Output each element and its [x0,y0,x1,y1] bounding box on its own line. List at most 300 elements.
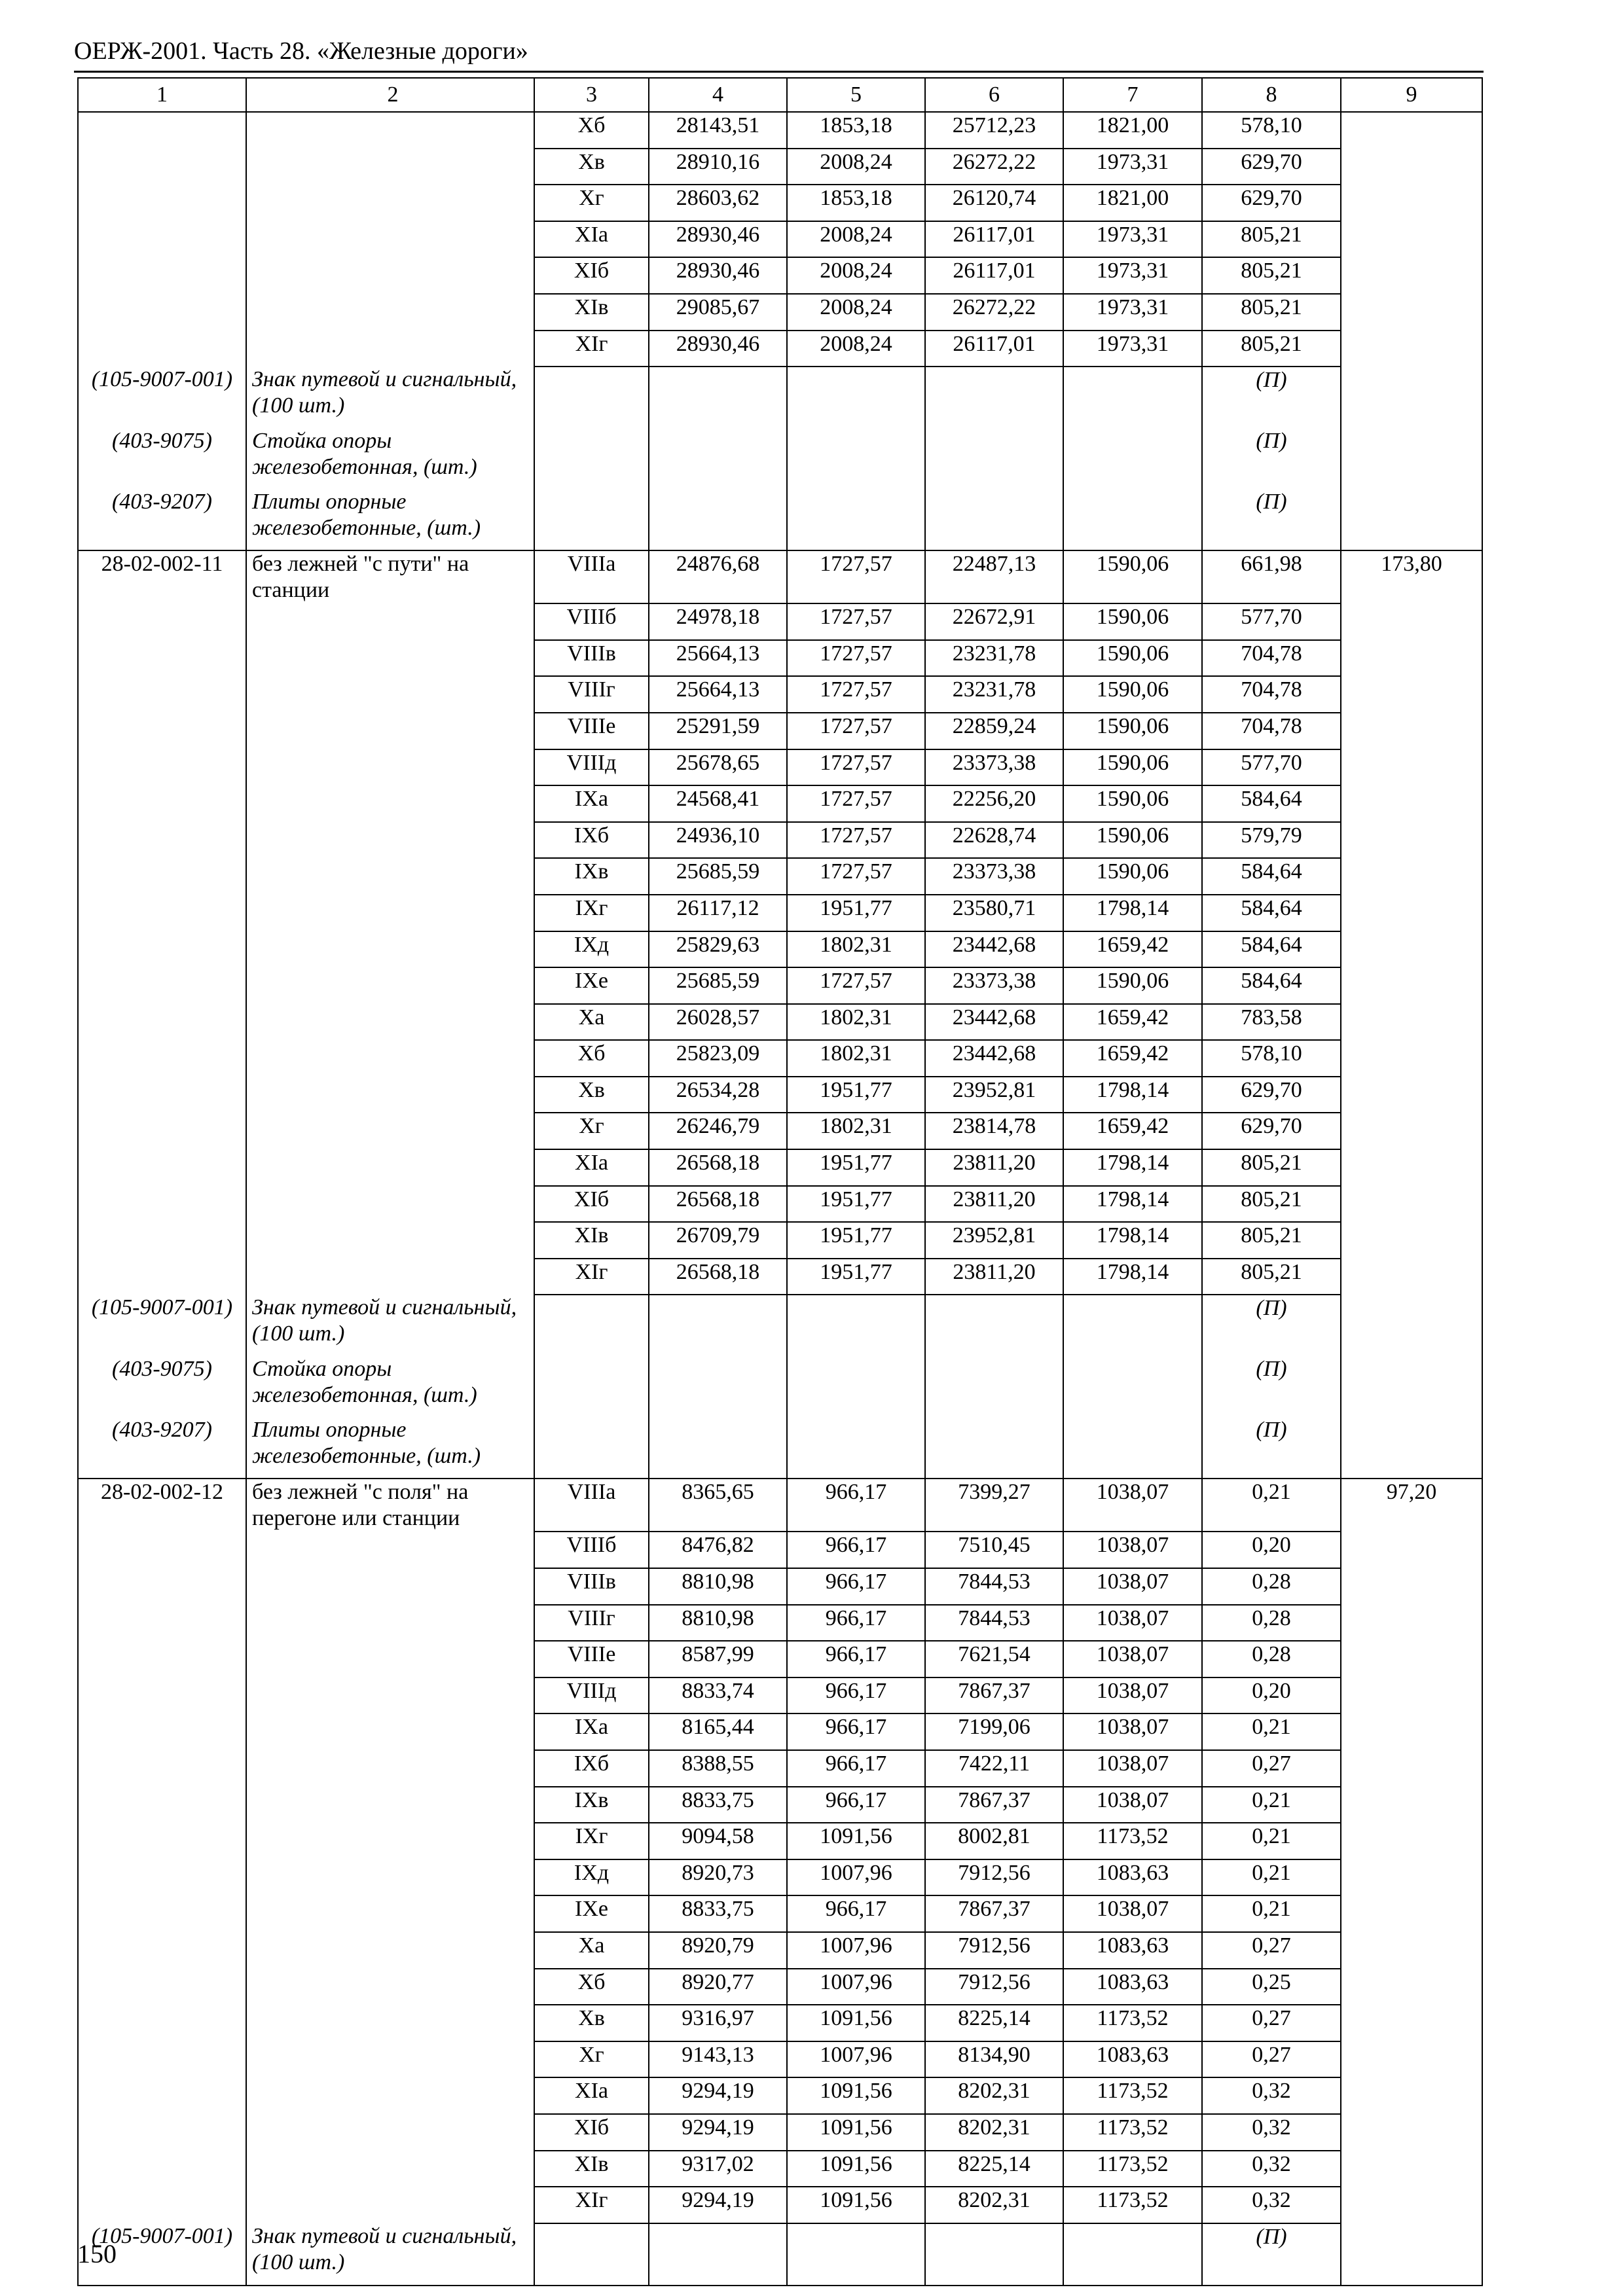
class-cell: XIа [534,221,649,258]
value-cell: 966,17 [787,1641,925,1677]
resource-name: Плиты опорные железобетонные, (шт.) [246,489,534,550]
value-cell: 966,17 [787,1750,925,1787]
value-cell: 1590,06 [1063,550,1202,603]
rate-description [246,2005,534,2041]
resource-note-row [78,489,1482,550]
rate-description [246,1113,534,1149]
value-cell: 1821,00 [1063,185,1202,221]
value-cell: 577,70 [1202,749,1341,786]
table-row [78,676,1482,713]
value-cell: 0,32 [1202,2077,1341,2114]
value-cell: 26568,18 [649,1259,787,1295]
value-cell: 0,32 [1202,2114,1341,2151]
value-cell: 26534,28 [649,1077,787,1113]
value-cell: 23580,71 [925,895,1063,931]
class-cell: IXа [534,785,649,822]
value-cell: 28930,46 [649,331,787,367]
value-cell: 1853,18 [787,185,925,221]
resource-mark: (П) [1202,428,1341,489]
value-cell: 2008,24 [787,331,925,367]
col9-value [1341,1149,1482,1186]
class-cell: IXе [534,967,649,1004]
table-row [78,2114,1482,2151]
rate-code [78,2041,246,2078]
rate-description [246,2151,534,2187]
value-cell: 1798,14 [1063,1077,1202,1113]
col9-value [1341,1222,1482,1259]
value-cell: 0,28 [1202,1641,1341,1677]
table-row [78,749,1482,786]
rate-code [78,640,246,677]
value-cell: 26709,79 [649,1222,787,1259]
table-row [78,1641,1482,1677]
table-row [78,1605,1482,1641]
class-cell: XIа [534,1149,649,1186]
class-cell: VIIIб [534,1532,649,1568]
rate-description [246,1713,534,1750]
col9-value [1341,1859,1482,1896]
value-cell: 1798,14 [1063,1259,1202,1295]
col9-value [1341,2005,1482,2041]
rate-code [78,2187,246,2223]
table-row [78,1932,1482,1969]
value-cell: 704,78 [1202,713,1341,749]
empty-cell [787,367,925,428]
resource-mark: (П) [1202,1295,1341,1356]
value-cell: 22256,20 [925,785,1063,822]
value-cell: 0,28 [1202,1605,1341,1641]
rate-code [78,1895,246,1932]
value-cell: 1590,06 [1063,713,1202,749]
rate-code [78,2077,246,2114]
value-cell: 805,21 [1202,1222,1341,1259]
value-cell: 1038,07 [1063,1677,1202,1714]
value-cell: 23231,78 [925,640,1063,677]
rate-description [246,1787,534,1823]
value-cell: 23373,38 [925,749,1063,786]
value-cell: 25291,59 [649,713,787,749]
value-cell: 0,21 [1202,1895,1341,1932]
table-row [78,931,1482,968]
empty-cell [787,1417,925,1479]
class-cell: VIIIг [534,676,649,713]
value-cell: 0,20 [1202,1677,1341,1714]
value-cell: 26028,57 [649,1004,787,1041]
value-cell: 8388,55 [649,1750,787,1787]
value-cell: 1798,14 [1063,1149,1202,1186]
rate-description [246,1077,534,1113]
col9-value [1341,2114,1482,2151]
table-row [78,1077,1482,1113]
class-cell: Ха [534,1004,649,1041]
table-row [78,1568,1482,1605]
col9-value [1341,1186,1482,1223]
col9-value [1341,221,1482,258]
col9-value [1341,1077,1482,1113]
rate-code: 28-02-002-12 [78,1479,246,1532]
value-cell: 9294,19 [649,2114,787,2151]
value-cell: 1590,06 [1063,749,1202,786]
class-cell: VIIIе [534,713,649,749]
rate-description [246,749,534,786]
resource-mark: (П) [1202,367,1341,428]
value-cell: 966,17 [787,1479,925,1532]
rate-description: без лежней "с поля" на перегоне или станции [246,1479,534,1532]
value-cell: 7844,53 [925,1605,1063,1641]
value-cell: 9316,97 [649,2005,787,2041]
class-cell: IXе [534,1895,649,1932]
rate-code [78,1859,246,1896]
resource-name: Знак путевой и сигнальный, (100 шт.) [246,2223,534,2286]
column-number: 1 [78,78,246,112]
col9-value [1341,1641,1482,1677]
class-cell: Ха [534,1932,649,1969]
col9-value [1341,1568,1482,1605]
class-cell: Хг [534,1113,649,1149]
class-cell: XIб [534,2114,649,2151]
empty-cell [925,489,1063,550]
table-row [78,603,1482,640]
value-cell: 1659,42 [1063,1040,1202,1077]
empty-cell [1063,1356,1202,1417]
value-cell: 28603,62 [649,185,787,221]
col9-value [1341,1259,1482,1295]
value-cell: 8476,82 [649,1532,787,1568]
col9-value [1341,1750,1482,1787]
col9-value [1341,2187,1482,2223]
value-cell: 0,28 [1202,1568,1341,1605]
rate-code [78,1568,246,1605]
col9-value [1341,895,1482,931]
value-cell: 22672,91 [925,603,1063,640]
col9-value: 97,20 [1341,1479,1482,1532]
rate-code [78,1713,246,1750]
col9-value [1341,1787,1482,1823]
value-cell: 1038,07 [1063,1641,1202,1677]
rate-description [246,294,534,331]
value-cell: 0,21 [1202,1713,1341,1750]
rate-code [78,185,246,221]
table-row [78,1750,1482,1787]
value-cell: 577,70 [1202,603,1341,640]
col9-value [1341,112,1482,149]
value-cell: 25829,63 [649,931,787,968]
value-cell: 584,64 [1202,967,1341,1004]
table-row [78,1004,1482,1041]
rate-code [78,149,246,185]
rate-code [78,331,246,367]
col9-value [1341,149,1482,185]
rate-description [246,713,534,749]
rate-description [246,2187,534,2223]
rate-code [78,1677,246,1714]
value-cell: 0,27 [1202,2041,1341,2078]
value-cell: 26117,01 [925,331,1063,367]
class-cell: Хв [534,1077,649,1113]
col9-value [1341,749,1482,786]
value-cell: 1038,07 [1063,1895,1202,1932]
value-cell: 1727,57 [787,785,925,822]
class-cell: IXа [534,1713,649,1750]
class-cell: Хв [534,2005,649,2041]
value-cell: 1091,56 [787,2077,925,2114]
value-cell: 1802,31 [787,1004,925,1041]
value-cell: 26272,22 [925,149,1063,185]
table-row [78,822,1482,859]
value-cell: 7510,45 [925,1532,1063,1568]
rate-code [78,1532,246,1568]
value-cell: 0,21 [1202,1823,1341,1859]
col9-value [1341,2151,1482,2187]
empty-cell [1063,1417,1202,1479]
resource-note-row [78,428,1482,489]
value-cell: 966,17 [787,1713,925,1750]
resource-note-row [78,1295,1482,1356]
value-cell: 24936,10 [649,822,787,859]
class-cell: IXв [534,1787,649,1823]
empty-cell [925,367,1063,428]
value-cell: 1091,56 [787,1823,925,1859]
value-cell: 8002,81 [925,1823,1063,1859]
value-cell: 8225,14 [925,2151,1063,2187]
value-cell: 1798,14 [1063,1222,1202,1259]
rate-code [78,967,246,1004]
rate-code [78,749,246,786]
value-cell: 23442,68 [925,1040,1063,1077]
empty-cell [1341,489,1482,550]
rate-description [246,1259,534,1295]
value-cell: 1038,07 [1063,1750,1202,1787]
col9-value [1341,1969,1482,2005]
rate-description [246,785,534,822]
value-cell: 8833,75 [649,1787,787,1823]
value-cell: 1727,57 [787,967,925,1004]
rate-description [246,822,534,859]
empty-cell [649,1356,787,1417]
value-cell: 1038,07 [1063,1713,1202,1750]
value-cell: 1007,96 [787,1859,925,1896]
value-cell: 9317,02 [649,2151,787,2187]
col9-value [1341,858,1482,895]
rate-code [78,1186,246,1223]
resource-mark: (П) [1202,1356,1341,1417]
value-cell: 1727,57 [787,550,925,603]
value-cell: 1590,06 [1063,603,1202,640]
table-row [78,640,1482,677]
value-cell: 1951,77 [787,895,925,931]
value-cell: 7422,11 [925,1750,1063,1787]
resource-name: Знак путевой и сигнальный, (100 шт.) [246,1295,534,1356]
value-cell: 966,17 [787,1532,925,1568]
table-row [78,1787,1482,1823]
table-row [78,1713,1482,1750]
class-cell: XIг [534,1259,649,1295]
value-cell: 29085,67 [649,294,787,331]
page-header: ОЕРЖ-2001. Часть 28. «Железные дороги» [74,37,528,65]
value-cell: 1083,63 [1063,1932,1202,1969]
value-cell: 23442,68 [925,1004,1063,1041]
empty-cell [1341,1295,1482,1356]
value-cell: 8202,31 [925,2187,1063,2223]
value-cell: 0,21 [1202,1859,1341,1896]
value-cell: 1798,14 [1063,1186,1202,1223]
rate-description [246,112,534,149]
value-cell: 9294,19 [649,2077,787,2114]
class-cell: Хг [534,2041,649,2078]
value-cell: 783,58 [1202,1004,1341,1041]
resource-code: (403-9075) [78,428,246,489]
page-number: 150 [77,2239,117,2269]
value-cell: 584,64 [1202,858,1341,895]
value-cell: 1590,06 [1063,785,1202,822]
empty-cell [1063,489,1202,550]
value-cell: 1091,56 [787,2151,925,2187]
rate-description [246,1040,534,1077]
column-number-row [78,78,1482,112]
value-cell: 584,64 [1202,931,1341,968]
class-cell: IXб [534,822,649,859]
value-cell: 23373,38 [925,858,1063,895]
value-cell: 8920,73 [649,1859,787,1896]
table-row [78,785,1482,822]
value-cell: 8225,14 [925,2005,1063,2041]
value-cell: 8920,77 [649,1969,787,2005]
value-cell: 8833,75 [649,1895,787,1932]
value-cell: 0,21 [1202,1479,1341,1532]
rate-code [78,221,246,258]
value-cell: 22628,74 [925,822,1063,859]
empty-cell [534,1295,649,1356]
value-cell: 1951,77 [787,1259,925,1295]
value-cell: 805,21 [1202,1149,1341,1186]
value-cell: 629,70 [1202,1113,1341,1149]
value-cell: 1853,18 [787,112,925,149]
col9-value [1341,785,1482,822]
value-cell: 578,10 [1202,1040,1341,1077]
value-cell: 23814,78 [925,1113,1063,1149]
rate-description [246,1532,534,1568]
value-cell: 23373,38 [925,967,1063,1004]
col9-value [1341,1823,1482,1859]
class-cell: Хб [534,1040,649,1077]
class-cell: VIIIб [534,603,649,640]
value-cell: 26568,18 [649,1186,787,1223]
empty-cell [787,1295,925,1356]
value-cell: 7912,56 [925,1859,1063,1896]
empty-cell [649,367,787,428]
value-cell: 26120,74 [925,185,1063,221]
value-cell: 8165,44 [649,1713,787,1750]
value-cell: 8202,31 [925,2114,1063,2151]
value-cell: 8202,31 [925,2077,1063,2114]
rate-description [246,858,534,895]
value-cell: 1659,42 [1063,931,1202,968]
rate-code [78,822,246,859]
class-cell: IXд [534,931,649,968]
empty-cell [1341,1356,1482,1417]
empty-cell [534,489,649,550]
table-row [78,2077,1482,2114]
value-cell: 22487,13 [925,550,1063,603]
empty-cell [649,1295,787,1356]
column-number: 4 [649,78,787,112]
value-cell: 661,98 [1202,550,1341,603]
resource-code: (105-9007-001) [78,1295,246,1356]
value-cell: 1973,31 [1063,221,1202,258]
col9-value [1341,822,1482,859]
value-cell: 805,21 [1202,221,1341,258]
col9-value [1341,1113,1482,1149]
col9-value [1341,331,1482,367]
rate-description [246,1222,534,1259]
value-cell: 0,27 [1202,1750,1341,1787]
rate-code [78,785,246,822]
table-row [78,1186,1482,1223]
value-cell: 8365,65 [649,1479,787,1532]
table-row [78,1823,1482,1859]
value-cell: 1802,31 [787,1113,925,1149]
value-cell: 1590,06 [1063,822,1202,859]
value-cell: 1083,63 [1063,1969,1202,2005]
value-cell: 25823,09 [649,1040,787,1077]
value-cell: 8810,98 [649,1605,787,1641]
value-cell: 28930,46 [649,221,787,258]
column-number: 5 [787,78,925,112]
value-cell: 24876,68 [649,550,787,603]
col9-value [1341,967,1482,1004]
value-cell: 704,78 [1202,640,1341,677]
rate-code [78,1932,246,1969]
value-cell: 1007,96 [787,1932,925,1969]
value-cell: 26246,79 [649,1113,787,1149]
value-cell: 1659,42 [1063,1004,1202,1041]
value-cell: 805,21 [1202,294,1341,331]
value-cell: 1727,57 [787,858,925,895]
value-cell: 2008,24 [787,149,925,185]
value-cell: 1973,31 [1063,257,1202,294]
value-cell: 25664,13 [649,640,787,677]
value-cell: 1007,96 [787,2041,925,2078]
col9-value [1341,931,1482,968]
rate-description [246,149,534,185]
empty-cell [787,428,925,489]
rate-description: без лежней "с пути" на станции [246,550,534,603]
value-cell: 1091,56 [787,2114,925,2151]
empty-cell [1341,367,1482,428]
empty-cell [925,2223,1063,2286]
class-cell: Хг [534,185,649,221]
value-cell: 26117,12 [649,895,787,931]
rate-description [246,967,534,1004]
rate-description [246,1969,534,2005]
value-cell: 26117,01 [925,257,1063,294]
class-cell: XIа [534,2077,649,2114]
value-cell: 629,70 [1202,1077,1341,1113]
value-cell: 7844,53 [925,1568,1063,1605]
value-cell: 1590,06 [1063,676,1202,713]
empty-cell [649,428,787,489]
rate-description [246,676,534,713]
value-cell: 26117,01 [925,221,1063,258]
resource-mark: (П) [1202,1417,1341,1479]
value-cell: 1727,57 [787,713,925,749]
col9-value [1341,294,1482,331]
resource-code: (105-9007-001) [78,367,246,428]
value-cell: 0,25 [1202,1969,1341,2005]
value-cell: 1038,07 [1063,1787,1202,1823]
empty-cell [1063,1295,1202,1356]
rate-description [246,331,534,367]
